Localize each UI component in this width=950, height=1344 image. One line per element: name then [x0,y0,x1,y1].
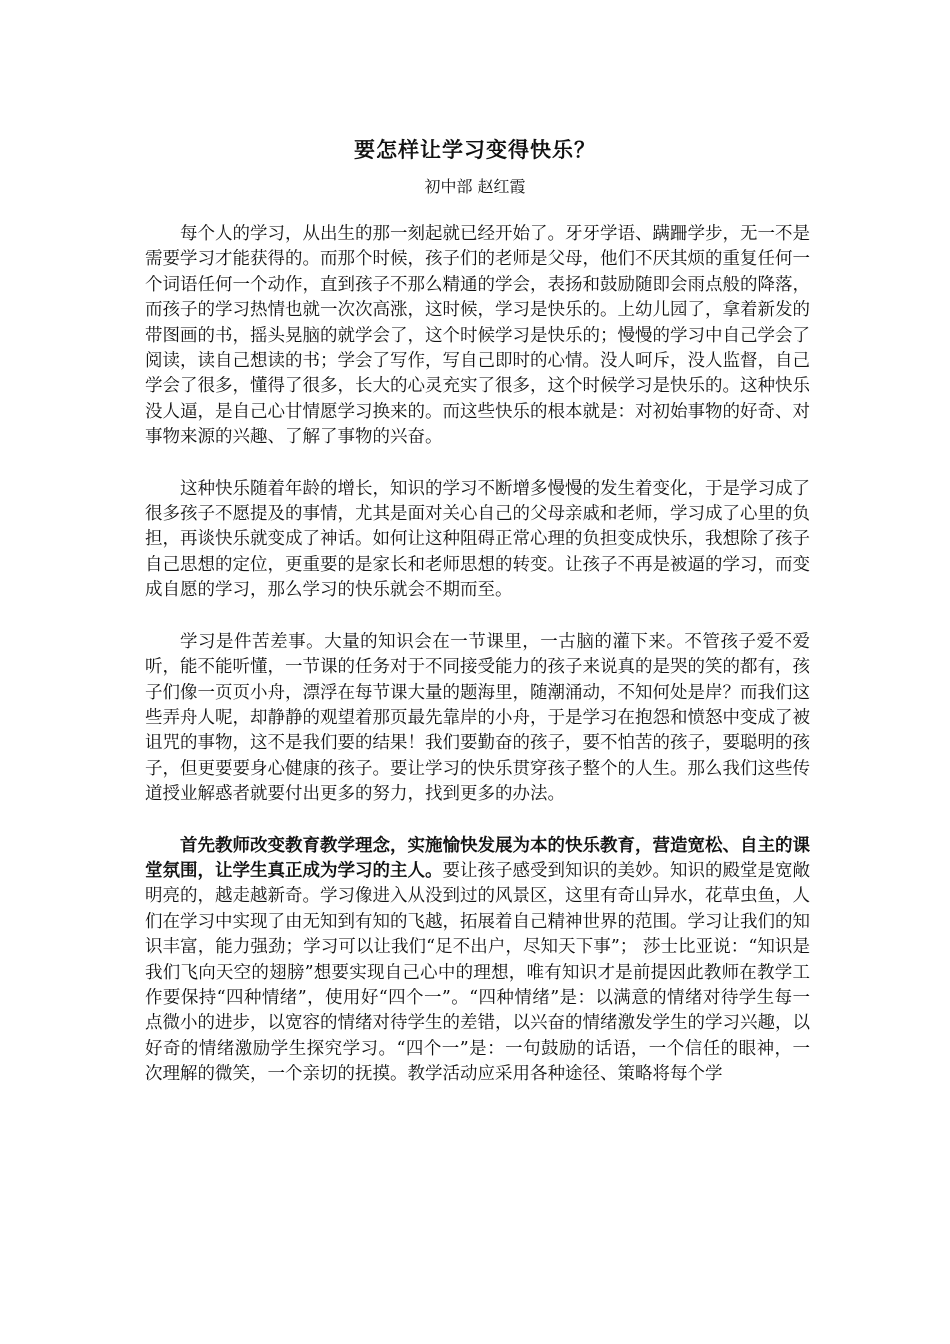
paragraph-3-text: 学习是件苦差事。大量的知识会在一节课里，一古脑的灌下来。不管孩子爱不爱听，能不能听懂，一节课的任务对于不同接受能力的孩子来说真的是哭的笑的都有，孩子们像一页页小舟，漂浮在每节课大量的题海里，随潮涌动，不知何处是岸？而我们这些弄舟人呢，却静静的观望着那页最先靠岸的小舟，于是学习在抱怨和愤怒中变成了被诅咒的事物，这不是我们要的结果！我们要勤奋的孩子，要不怕苦的孩子，要聪明的孩子，但更要要身心健康的孩子。要让学习的快乐贯穿孩子整个的人生。那么我们这些传道授业解惑者就要付出更多的努力，找到更多的办法。 [145,631,810,805]
paragraph-2 [145,477,810,604]
paragraph-1-text: 每个人的学习，从出生的那一刻起就已经开始了。牙牙学语、蹒跚学步，无一不是需要学习才能获得的。而那个时候，孩子们的老师是父母，他们不厌其烦的重复任何一个词语任何一个动作，直到孩子不那么精通的学会，表扬和鼓励随即会雨点般的降落，而孩子的学习热情也就一次次高涨，这时候，学习是快乐的。上幼儿园了，拿着新发的带图画的书，摇头晃脑的就学会了，这个时候学习是快乐的；慢慢的学习中自己学会了阅读，读自己想读的书；学会了写作，写自己即时的心情。没人呵斥，没人监督，自己学会了很多，懂得了很多，长大的心灵充实了很多，这个时候学习是快乐的。这种快乐没人逼，是自己心甘情愿学习换来的。而这些快乐的根本就是：对初始事物的好奇、对事物来源的兴趣、了解了事物的兴奋。 [145,224,810,448]
paragraph-2-text: 这种快乐随着年龄的增长，知识的学习不断增多慢慢的发生着变化，于是学习成了很多孩子不愿提及的事情，尤其是面对关心自己的父母亲戚和老师，学习成了心里的负担，再谈快乐就变成了神话。如何让这种阻碍正常心理的负担变成快乐，我想除了孩子自己思想的定位，更重要的是家长和老师思想的转变。让孩子不再是被逼的学习，而变成自愿的学习，那么学习的快乐就会不期而至。 [145,478,810,601]
paragraph-4-text: 要让孩子感受到知识的美妙。知识的殿堂是宽敞明亮的，越走越新奇。学习像进入从没到过的风景区，这里有奇山异水，花草虫鱼，人们在学习中实现了由无知到有知的飞越，拓展着自己精神世界的范围。学习让我们的知识丰富，能力强劲；学习可以让我们“足不出户，尽知天下事”； 莎士比亚说：“知识是我们飞向天空的翅膀”想要实现自己心中的理想，唯有知识才是前提因此教师在教学工作要保持“四种情绪”，使用好“四个一”。“四种情绪”是：以满意的情绪对待学生每一点微小的进步，以宽容的情绪对待学生的差错，以兴奋的情绪激发学生的学习兴趣，以好奇的情绪激励学生探究学习。“四个一”是：一句鼓励的话语，一个信任的眼神，一次理解的微笑，一个亲切的抚摸。教学活动应采用各种途径、策略将每个学 [145,860,810,1085]
page-title: 要怎样让学习变得快乐？ [354,137,596,162]
paragraph-3 [145,630,810,808]
paragraph-4-bold-lead: 首先教师改变教育教学理念，实施愉快发展为本的快乐教育，营造宽松、自主的课堂氛围，让学生真正成为学习的主人。 [145,835,810,881]
article-body [145,222,810,1114]
paragraph-4 [145,834,810,1088]
paragraph-1 [145,222,810,451]
author-line: 初中部 赵红霞 [424,177,526,196]
